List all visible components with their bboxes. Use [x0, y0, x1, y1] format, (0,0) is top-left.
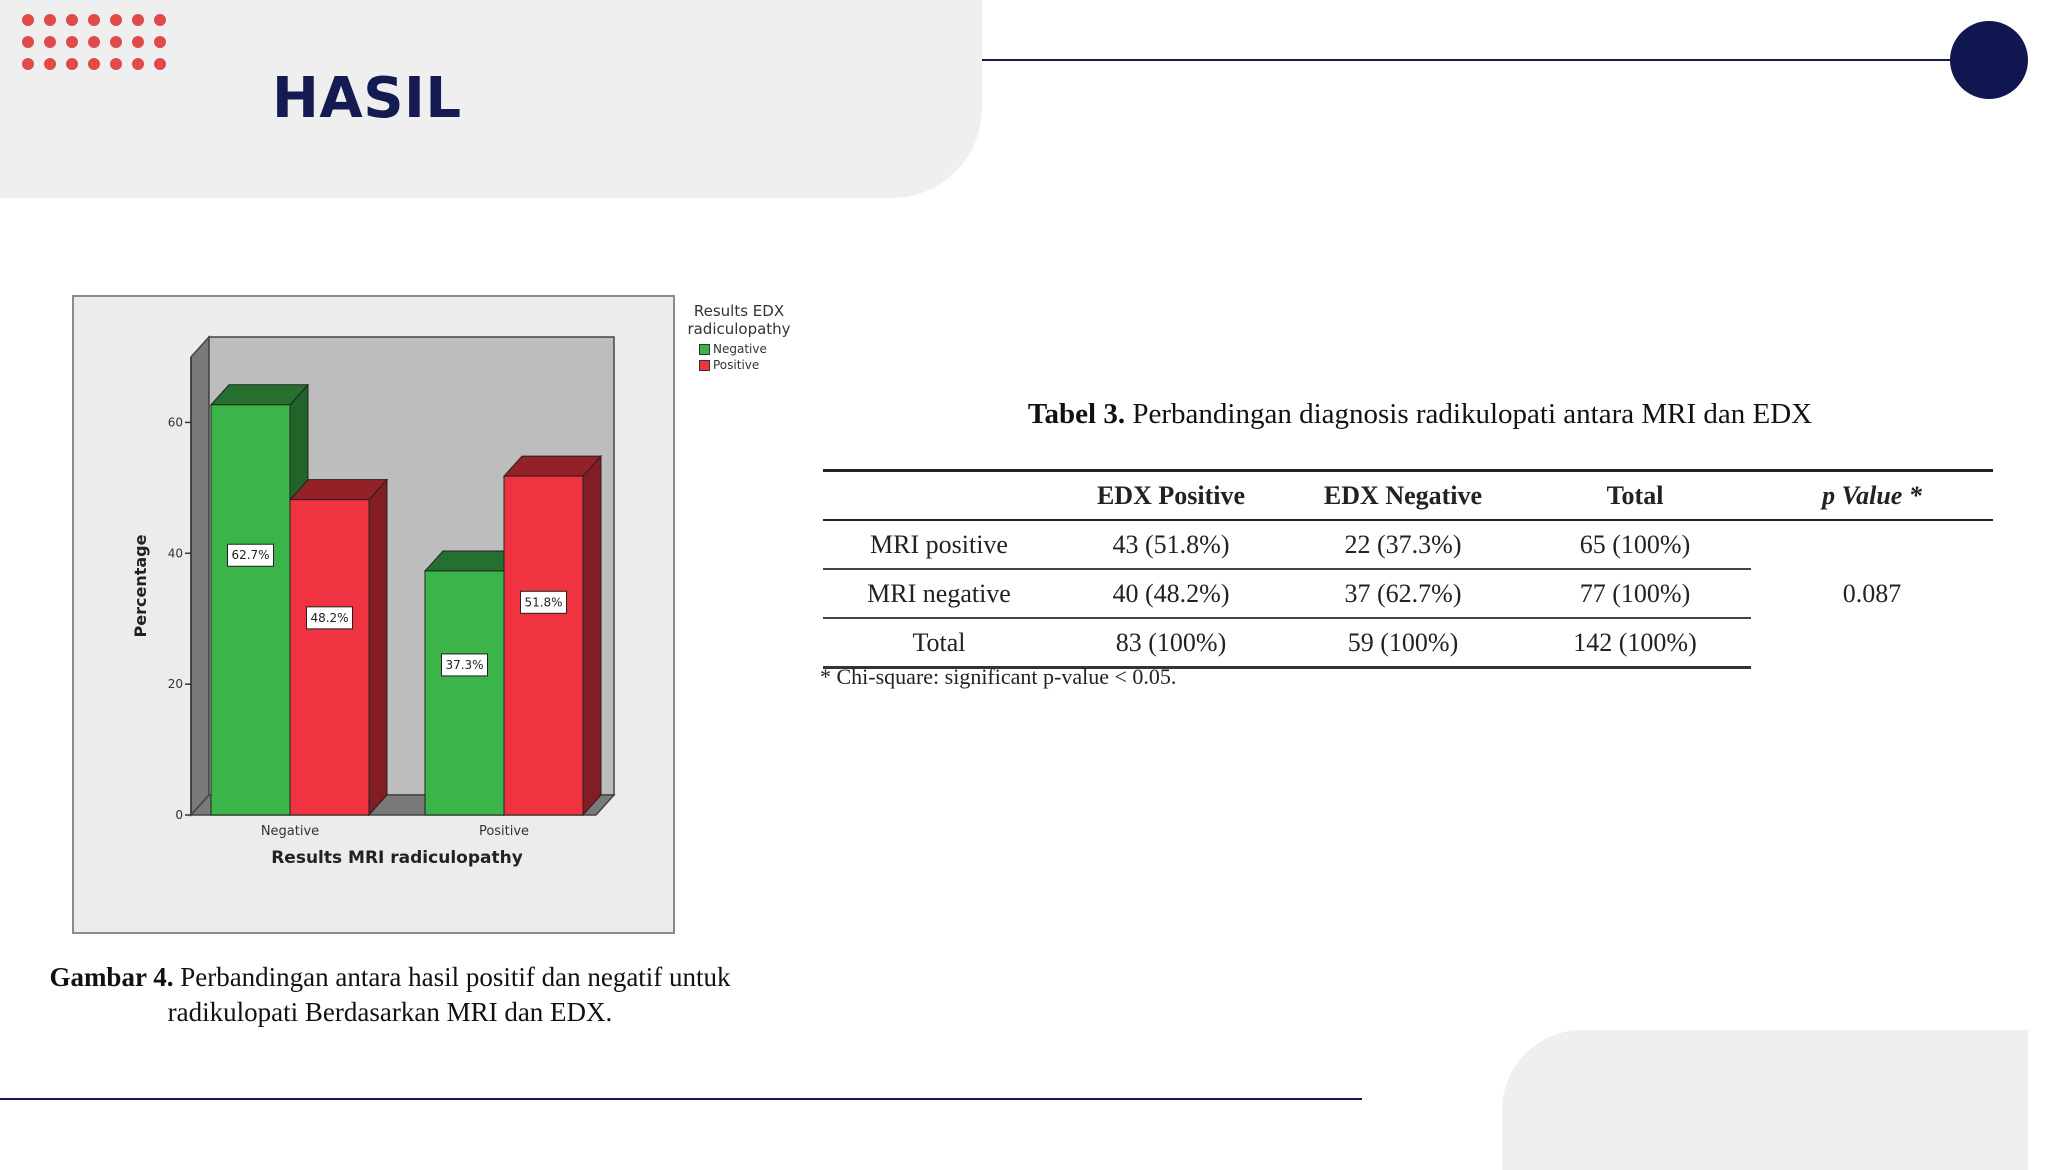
table-caption: [820, 398, 2020, 431]
legend-item-positive: [699, 357, 794, 373]
decorative-dot-grid: [22, 14, 182, 94]
comparison-table: [823, 469, 1993, 669]
y-tick-label: 0: [175, 808, 183, 822]
table-header-cell: EDX Positive: [1096, 480, 1246, 510]
figure-caption-text: Perbandingan antara hasil positif dan negatif untuk radikulopati Berdasarkan MRI dan EDX.: [167, 962, 731, 1027]
decorative-dot: [154, 58, 166, 70]
table-cell: MRI negative: [823, 569, 1055, 618]
decorative-dot: [88, 14, 100, 26]
chart-canvas: [74, 297, 674, 933]
decorative-dot: [66, 58, 78, 70]
footer-rule: [0, 1098, 1362, 1100]
decorative-dot: [132, 14, 144, 26]
decorative-dot: [22, 36, 34, 48]
table-cell: Total: [823, 618, 1055, 668]
table-cell: 59 (100%): [1287, 618, 1519, 668]
table-caption-text: Perbandingan diagnosis radikulopati antara MRI dan EDX: [1125, 398, 1813, 430]
decorative-dot: [66, 36, 78, 48]
data-label: 62.7%: [231, 548, 270, 563]
table-cell: 40 (48.2%): [1055, 569, 1287, 618]
y-tick-label: 60: [167, 415, 183, 430]
y-tick-label: 40: [167, 546, 183, 561]
table-header-cell: p Value *: [1822, 480, 1922, 510]
decorative-circle: [1950, 21, 2028, 99]
x-tick-label: Positive: [478, 824, 530, 839]
table-cell: 65 (100%): [1519, 520, 1751, 569]
legend-label-positive: Positive: [713, 358, 760, 372]
table-cell: 22 (37.3%): [1287, 520, 1519, 569]
header-rule: [982, 59, 1982, 61]
legend-swatch-positive: [699, 360, 710, 371]
decorative-dot: [66, 14, 78, 26]
table-header-cell: [823, 471, 1055, 521]
data-label: 37.3%: [445, 657, 484, 672]
figure-caption: [40, 960, 740, 1030]
table-cell: 77 (100%): [1519, 569, 1751, 618]
table-cell: 37 (62.7%): [1287, 569, 1519, 618]
decorative-dot: [88, 36, 100, 48]
table-cell: 43 (51.8%): [1055, 520, 1287, 569]
legend-title: Results EDX radiculopathy: [687, 302, 791, 338]
bar: [290, 500, 369, 815]
decorative-dot: [22, 58, 34, 70]
data-label: 51.8%: [524, 595, 563, 610]
decorative-dot: [110, 14, 122, 26]
table-row: [823, 520, 1993, 569]
bar-chart: [72, 295, 675, 934]
decorative-dot: [154, 36, 166, 48]
decorative-dot: [110, 58, 122, 70]
decorative-dot: [44, 36, 56, 48]
legend-item-negative: [699, 341, 794, 357]
decorative-dot: [110, 36, 122, 48]
table-header-row: [823, 471, 1993, 521]
bar: [425, 571, 504, 815]
legend-label-negative: Negative: [713, 342, 767, 356]
table-cell: MRI positive: [823, 520, 1055, 569]
figure-caption-label: Gambar 4.: [49, 962, 174, 992]
y-tick-label: 20: [167, 677, 183, 692]
decorative-dot: [132, 58, 144, 70]
table-caption-label: Tabel 3.: [1027, 398, 1126, 430]
y-axis-title: Percentage: [131, 534, 150, 638]
bar-side: [583, 456, 601, 815]
decorative-dot: [22, 14, 34, 26]
chart-legend: [684, 302, 794, 373]
decorative-dot: [132, 36, 144, 48]
decorative-dot: [44, 14, 56, 26]
decorative-dot: [88, 58, 100, 70]
table-header-cell: EDX Negative: [1323, 480, 1483, 510]
bar: [211, 405, 290, 815]
table-header-cell: Total: [1606, 480, 1664, 510]
decorative-dot: [44, 58, 56, 70]
corner-panel: [1502, 1030, 2028, 1170]
x-axis-title: Results MRI radiculopathy: [271, 848, 523, 868]
bar: [504, 476, 583, 815]
decorative-dot: [154, 14, 166, 26]
data-label: 48.2%: [310, 610, 349, 625]
table-cell: 83 (100%): [1055, 618, 1287, 668]
slide-title: HASIL: [272, 66, 462, 131]
table-cell: 142 (100%): [1519, 618, 1751, 668]
bar-side: [369, 480, 387, 815]
p-value-cell: 0.087: [1842, 579, 1902, 609]
legend-swatch-negative: [699, 344, 710, 355]
x-tick-label: Negative: [260, 824, 320, 839]
chart-side-wall: [191, 337, 209, 815]
table-footnote: * Chi-square: significant p-value < 0.05.: [820, 664, 1177, 689]
